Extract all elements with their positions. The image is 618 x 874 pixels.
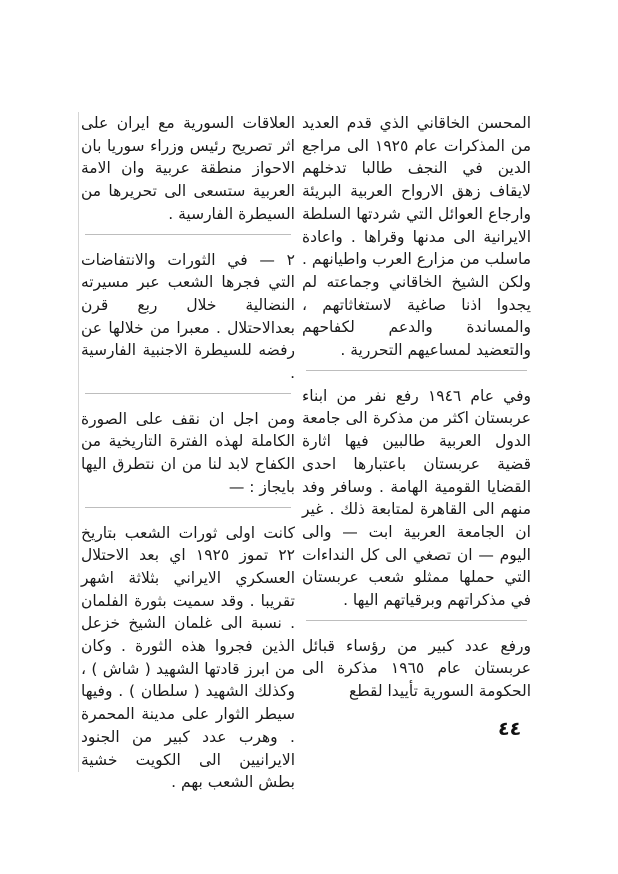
left-paragraph-1: العلاقات السورية مع ايران على اثر تصريح رئيس وزراء سوريا بان الاحواز منطقة عربية وان الامة العربية ستسعى الى تحريرها من السيطرة الفارسية . xyxy=(81,114,295,223)
left-column xyxy=(81,112,295,794)
right-paragraph-divider xyxy=(306,370,527,371)
left-paragraph-divider xyxy=(85,234,291,235)
left-paragraph-2: ٢ — في الثورات والانتفاضات التي فجرها الشعب عبر مسيرته النضالية خلال ربع قرن بعدالاحتلال . معبرا من خلالها عن رفضه للسيطرة الاجنبية الفارسية . xyxy=(81,250,295,383)
right-paragraph-1: المحسن الخاقاني الذي قدم العديد من المذكرات عام ١٩٢٥ الى مراجع الدين في النجف طالبا تدخلهم لايقاف زهق الارواح العربية البريئة وارجاع العوائل التي شردتها السلطة الايرانية الى مدنها وقراها . واعادة ماسلب من مزارع العرب واطيانهم . ولكن الشيخ الخاقاني وجماعته لم يجدوا اذنا صاغية لاستغاثاتهم ، والمساندة والدعم لكفاحهم والتعضيد لمساعيهم التحررية . xyxy=(302,114,532,360)
page-number: ٤٤ xyxy=(498,718,522,740)
left-paragraph-divider xyxy=(85,507,291,508)
right-paragraph-divider xyxy=(306,620,527,621)
right-column xyxy=(302,112,531,703)
right-paragraph-3: ورفع عدد كبير من رؤساء قبائل عربستان عام ١٩٦٥ مذكرة الى الحكومة السورية تأييدا لقطع xyxy=(302,636,531,701)
left-paragraph-3: ومن اجل ان نقف على الصورة الكاملة لهذه الفترة التاريخية من الكفاح لابد لنا من ان نتطرق اليها بايجاز : — xyxy=(81,409,295,496)
left-paragraph-4: كانت اولى ثورات الشعب بتاريخ ٢٢ تموز ١٩٢٥ اي بعد الاحتلال العسكري الايراني بثلاثة اشهر تقريبا . وقد سميت بثورة الفلمان . نسبة الى غلمان الشيخ خزعل الذين فجروا هذه الثورة . وكان من ابرز قادتها الشهيد ( شاش ) ، وكذلك الشهيد ( سلطان ) . وفيها سيطر الثوار على مدينة المحمرة . وهرب عدد كبير من الجنود الايرانيين الى الكويت خشية بطش الشعب بهم . xyxy=(81,523,296,792)
left-paragraph-divider xyxy=(85,393,291,394)
right-paragraph-2: وفي عام ١٩٤٦ رفع نفر من ابناء عربستان اكثر من مذكرة الى جامعة الدول العربية طالبين فيها اثارة قضية عربستان باعتبارها احدى القضايا القومية الهامة . وسافر وفد منهم الى القاهرة لمتابعة ذلك . غير ان الجامعة العربية ابت — والى اليوم — ان تصغي الى كل النداءات التي حملها ممثلو شعب عربستان في مذكراتهم وبرقياتهم اليها . xyxy=(302,386,531,610)
left-margin-rule xyxy=(78,112,79,772)
